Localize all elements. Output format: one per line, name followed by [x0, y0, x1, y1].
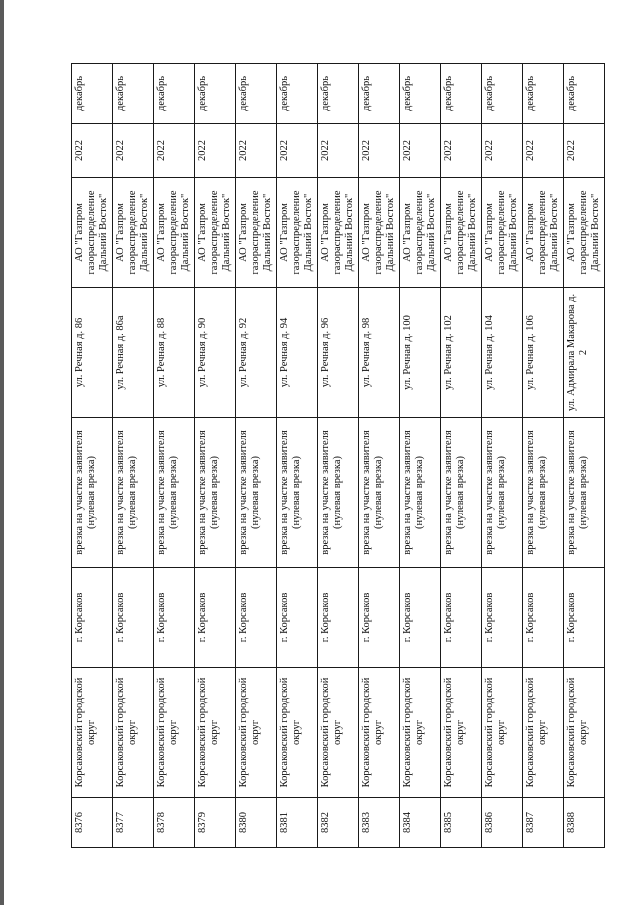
- month-cell: декабрь: [195, 64, 236, 124]
- organization-cell: АО "Газпром газораспределение Дальний Восток": [359, 178, 400, 288]
- month-cell: декабрь: [277, 64, 318, 124]
- city-cell: г. Корсаков: [359, 568, 400, 668]
- organization-cell: АО "Газпром газораспределение Дальний Восток": [400, 178, 441, 288]
- address-cell: ул. Речная д. 96: [318, 288, 359, 418]
- connection-type-cell: врезка на участке заявителя (нулевая врезка): [195, 418, 236, 568]
- organization-cell: АО "Газпром газораспределение Дальний Восток": [236, 178, 277, 288]
- table-row: [359, 64, 400, 848]
- district-cell: Корсаковский городской округ: [359, 668, 400, 798]
- table-row: [523, 64, 564, 848]
- address-cell: ул. Речная д. 100: [400, 288, 441, 418]
- address-cell: ул. Речная д. 90: [195, 288, 236, 418]
- district-cell: Корсаковский городской округ: [400, 668, 441, 798]
- row-number-cell: 8377: [113, 798, 154, 848]
- year-cell: 2022: [400, 124, 441, 178]
- district-cell: Корсаковский городской округ: [72, 668, 113, 798]
- scan-edge-shadow: [0, 0, 4, 905]
- connection-type-cell: врезка на участке заявителя (нулевая врезка): [113, 418, 154, 568]
- month-cell: декабрь: [318, 64, 359, 124]
- address-cell: ул. Речная д. 86а: [113, 288, 154, 418]
- row-number-cell: 8386: [482, 798, 523, 848]
- city-cell: г. Корсаков: [113, 568, 154, 668]
- month-cell: декабрь: [482, 64, 523, 124]
- address-cell: ул. Адмирала Макарова д. 2: [564, 288, 605, 418]
- table-row: [113, 64, 154, 848]
- connection-type-cell: врезка на участке заявителя (нулевая врезка): [564, 418, 605, 568]
- district-cell: Корсаковский городской округ: [523, 668, 564, 798]
- table-body: [72, 64, 605, 848]
- connection-type-cell: врезка на участке заявителя (нулевая врезка): [154, 418, 195, 568]
- table-row: [236, 64, 277, 848]
- city-cell: г. Корсаков: [482, 568, 523, 668]
- table-container: [71, 64, 601, 848]
- month-cell: декабрь: [236, 64, 277, 124]
- district-cell: Корсаковский городской округ: [236, 668, 277, 798]
- year-cell: 2022: [195, 124, 236, 178]
- city-cell: г. Корсаков: [236, 568, 277, 668]
- row-number-cell: 8378: [154, 798, 195, 848]
- organization-cell: АО "Газпром газораспределение Дальний Восток": [154, 178, 195, 288]
- address-cell: ул. Речная д. 102: [441, 288, 482, 418]
- row-number-cell: 8383: [359, 798, 400, 848]
- district-cell: Корсаковский городской округ: [441, 668, 482, 798]
- organization-cell: АО "Газпром газораспределение Дальний Восток": [564, 178, 605, 288]
- row-number-cell: 8380: [236, 798, 277, 848]
- year-cell: 2022: [154, 124, 195, 178]
- table-row: [400, 64, 441, 848]
- table-row: [318, 64, 359, 848]
- city-cell: г. Корсаков: [400, 568, 441, 668]
- connection-type-cell: врезка на участке заявителя (нулевая врезка): [400, 418, 441, 568]
- address-cell: ул. Речная д. 88: [154, 288, 195, 418]
- year-cell: 2022: [482, 124, 523, 178]
- year-cell: 2022: [236, 124, 277, 178]
- table-row: [564, 64, 605, 848]
- row-number-cell: 8381: [277, 798, 318, 848]
- row-number-cell: 8388: [564, 798, 605, 848]
- address-cell: ул. Речная д. 104: [482, 288, 523, 418]
- connection-type-cell: врезка на участке заявителя (нулевая врезка): [482, 418, 523, 568]
- organization-cell: АО "Газпром газораспределение Дальний Восток": [113, 178, 154, 288]
- month-cell: декабрь: [72, 64, 113, 124]
- row-number-cell: 8387: [523, 798, 564, 848]
- district-cell: Корсаковский городской округ: [154, 668, 195, 798]
- table-row: [154, 64, 195, 848]
- address-cell: ул. Речная д. 98: [359, 288, 400, 418]
- connection-type-cell: врезка на участке заявителя (нулевая врезка): [72, 418, 113, 568]
- year-cell: 2022: [441, 124, 482, 178]
- table-row: [195, 64, 236, 848]
- month-cell: декабрь: [523, 64, 564, 124]
- month-cell: декабрь: [564, 64, 605, 124]
- organization-cell: АО "Газпром газораспределение Дальний Восток": [441, 178, 482, 288]
- year-cell: 2022: [72, 124, 113, 178]
- organization-cell: АО "Газпром газораспределение Дальний Восток": [72, 178, 113, 288]
- connection-type-cell: врезка на участке заявителя (нулевая врезка): [277, 418, 318, 568]
- city-cell: г. Корсаков: [564, 568, 605, 668]
- district-cell: Корсаковский городской округ: [482, 668, 523, 798]
- city-cell: г. Корсаков: [441, 568, 482, 668]
- month-cell: декабрь: [359, 64, 400, 124]
- city-cell: г. Корсаков: [523, 568, 564, 668]
- year-cell: 2022: [359, 124, 400, 178]
- district-cell: Корсаковский городской округ: [277, 668, 318, 798]
- district-cell: Корсаковский городской округ: [318, 668, 359, 798]
- year-cell: 2022: [523, 124, 564, 178]
- year-cell: 2022: [277, 124, 318, 178]
- connection-type-cell: врезка на участке заявителя (нулевая врезка): [318, 418, 359, 568]
- address-cell: ул. Речная д. 94: [277, 288, 318, 418]
- month-cell: декабрь: [400, 64, 441, 124]
- city-cell: г. Корсаков: [72, 568, 113, 668]
- city-cell: г. Корсаков: [318, 568, 359, 668]
- row-number-cell: 8385: [441, 798, 482, 848]
- organization-cell: АО "Газпром газораспределение Дальний Восток": [277, 178, 318, 288]
- organization-cell: АО "Газпром газораспределение Дальний Восток": [195, 178, 236, 288]
- gas-connection-table: [71, 63, 605, 848]
- address-cell: ул. Речная д. 92: [236, 288, 277, 418]
- organization-cell: АО "Газпром газораспределение Дальний Восток": [523, 178, 564, 288]
- connection-type-cell: врезка на участке заявителя (нулевая врезка): [523, 418, 564, 568]
- table-row: [277, 64, 318, 848]
- table-row: [441, 64, 482, 848]
- row-number-cell: 8379: [195, 798, 236, 848]
- table-row: [72, 64, 113, 848]
- district-cell: Корсаковский городской округ: [113, 668, 154, 798]
- organization-cell: АО "Газпром газораспределение Дальний Восток": [318, 178, 359, 288]
- district-cell: Корсаковский городской округ: [564, 668, 605, 798]
- district-cell: Корсаковский городской округ: [195, 668, 236, 798]
- city-cell: г. Корсаков: [154, 568, 195, 668]
- month-cell: декабрь: [154, 64, 195, 124]
- city-cell: г. Корсаков: [195, 568, 236, 668]
- year-cell: 2022: [564, 124, 605, 178]
- connection-type-cell: врезка на участке заявителя (нулевая врезка): [236, 418, 277, 568]
- connection-type-cell: врезка на участке заявителя (нулевая врезка): [441, 418, 482, 568]
- row-number-cell: 8376: [72, 798, 113, 848]
- connection-type-cell: врезка на участке заявителя (нулевая врезка): [359, 418, 400, 568]
- year-cell: 2022: [318, 124, 359, 178]
- month-cell: декабрь: [113, 64, 154, 124]
- row-number-cell: 8384: [400, 798, 441, 848]
- organization-cell: АО "Газпром газораспределение Дальний Восток": [482, 178, 523, 288]
- month-cell: декабрь: [441, 64, 482, 124]
- year-cell: 2022: [113, 124, 154, 178]
- row-number-cell: 8382: [318, 798, 359, 848]
- city-cell: г. Корсаков: [277, 568, 318, 668]
- address-cell: ул. Речная д. 86: [72, 288, 113, 418]
- table-row: [482, 64, 523, 848]
- address-cell: ул. Речная д. 106: [523, 288, 564, 418]
